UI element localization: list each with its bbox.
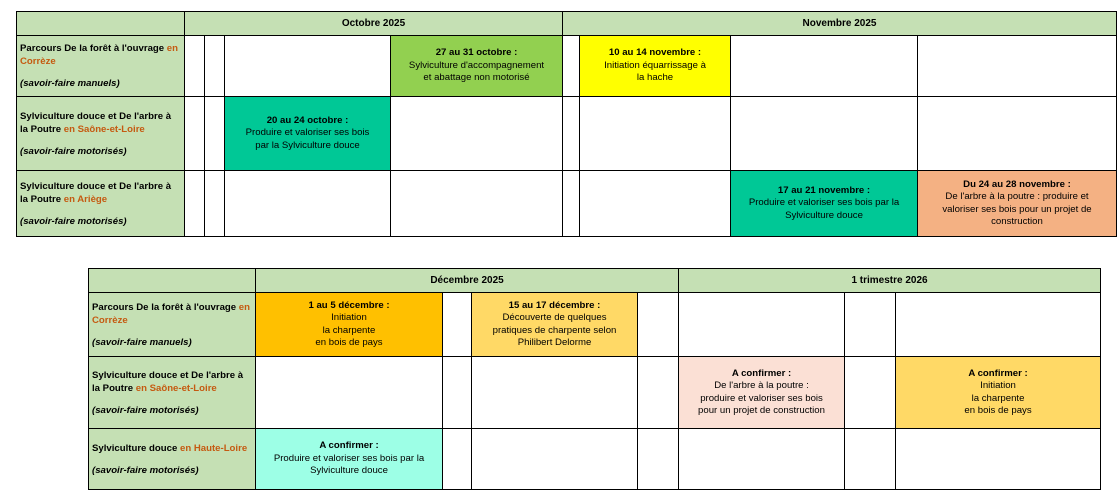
event-description: Sylviculture d'accompagnement et abattage non motorisé xyxy=(408,59,545,84)
empty-cell xyxy=(256,357,443,429)
empty-cell xyxy=(845,357,896,429)
course-location: en Ariège xyxy=(63,193,108,205)
empty-cell xyxy=(225,171,391,237)
event-nov-10-14 xyxy=(580,36,731,97)
empty-cell xyxy=(918,36,1117,97)
event-title: Du 24 au 28 novembre : xyxy=(963,178,1071,190)
empty-cell xyxy=(185,97,205,171)
empty-cell xyxy=(918,97,1117,171)
event-title: 10 au 14 novembre : xyxy=(608,47,702,59)
empty-cell xyxy=(679,293,845,357)
course-location: en Corrèze xyxy=(20,43,178,67)
event-oct-20-24 xyxy=(225,97,391,171)
empty-cell xyxy=(731,97,918,171)
empty-cell xyxy=(472,357,638,429)
skill-type: (savoir-faire motorisés) xyxy=(20,215,127,227)
empty-cell xyxy=(443,429,472,490)
event-title: A confirmer : xyxy=(731,367,792,379)
event-description: Découverte de quelques pratiques de charpente selon Philibert Delorme xyxy=(492,312,617,348)
empty-cell xyxy=(896,293,1101,357)
course-title: Parcours De la forêt à l'ouvrage xyxy=(92,301,237,313)
empty-cell xyxy=(580,171,731,237)
event-description: Produire et valoriser ses bois par la Sylviculture douce xyxy=(748,197,900,221)
event-title: 27 au 31 octobre : xyxy=(435,47,518,59)
event-title: 17 au 21 novembre : xyxy=(777,184,871,196)
row-label-correze xyxy=(17,36,185,97)
schedule-table-oct-nov-2025 xyxy=(16,11,1117,237)
empty-cell xyxy=(225,36,391,97)
empty-cell xyxy=(185,171,205,237)
empty-cell xyxy=(679,429,845,490)
empty-cell xyxy=(580,97,731,171)
event-title: 1 au 5 décembre : xyxy=(308,299,390,311)
event-oct-27-31 xyxy=(391,36,563,97)
header-corner-cell xyxy=(89,269,256,293)
course-location: en Saône-et-Loire xyxy=(63,123,145,135)
month-header-december-2025: Décembre 2025 xyxy=(256,269,679,293)
event-description: De l'arbre à la poutre : produire et valoriser ses bois pour un projet de construction xyxy=(698,380,825,416)
skill-type: (savoir-faire motorisés) xyxy=(92,464,199,476)
event-title: A confirmer : xyxy=(319,440,379,452)
empty-cell xyxy=(563,97,580,171)
event-q1-tbc-charpente xyxy=(896,357,1101,429)
empty-cell xyxy=(845,429,896,490)
empty-cell xyxy=(205,36,225,97)
empty-cell xyxy=(205,171,225,237)
empty-cell xyxy=(391,171,563,237)
empty-cell xyxy=(896,429,1101,490)
event-title: 15 au 17 décembre : xyxy=(508,299,601,311)
event-title: 20 au 24 octobre : xyxy=(266,114,349,126)
row-label-correze xyxy=(89,293,256,357)
skill-type: (savoir-faire manuels) xyxy=(20,78,120,89)
empty-cell xyxy=(731,36,918,97)
month-header-q1-2026: 1 trimestre 2026 xyxy=(679,269,1101,293)
event-description: Initiation la charpente en bois de pays xyxy=(964,380,1032,416)
month-header-november-2025: Novembre 2025 xyxy=(563,12,1117,36)
event-dec-1-5 xyxy=(256,293,443,357)
row-label-saone-et-loire xyxy=(89,357,256,429)
header-corner-cell xyxy=(17,12,185,36)
empty-cell xyxy=(638,293,679,357)
row-label-haute-loire xyxy=(89,429,256,490)
empty-cell xyxy=(443,293,472,357)
empty-cell xyxy=(205,97,225,171)
event-description: Produire et valoriser ses bois par la Sylviculture douce xyxy=(273,452,425,477)
course-title: Sylviculture douce et De l'arbre à la Poutre xyxy=(20,110,172,135)
event-description: Initiation équarrissage à la hache xyxy=(604,59,706,84)
event-nov-17-21 xyxy=(731,171,918,237)
empty-cell xyxy=(563,171,580,237)
course-location: en Corrèze xyxy=(92,301,250,326)
empty-cell xyxy=(845,293,896,357)
course-location: en Saône-et-Loire xyxy=(135,382,217,394)
event-q1-tbc-poutre xyxy=(679,357,845,429)
event-dec-15-17 xyxy=(472,293,638,357)
empty-cell xyxy=(443,357,472,429)
course-location: en Haute-Loire xyxy=(179,442,248,454)
event-nov-24-28 xyxy=(918,171,1117,237)
course-title: Sylviculture douce xyxy=(92,442,178,454)
event-description: De l'arbre à la poutre : produire et valoriser ses bois pour un projet de construction xyxy=(942,191,1092,227)
empty-cell xyxy=(185,36,205,97)
skill-type: (savoir-faire manuels) xyxy=(92,336,192,348)
course-title: Parcours De la forêt à l'ouvrage xyxy=(20,43,165,54)
event-q1-tbc-sylviculture xyxy=(256,429,443,490)
month-header-october-2025: Octobre 2025 xyxy=(185,12,563,36)
row-label-saone-et-loire xyxy=(17,97,185,171)
event-title: A confirmer : xyxy=(968,367,1028,379)
course-title: Sylviculture douce et De l'arbre à la Poutre xyxy=(20,180,172,205)
skill-type: (savoir-faire motorisés) xyxy=(20,145,127,157)
row-label-ariege xyxy=(17,171,185,237)
schedule-table-dec-2025-q1-2026 xyxy=(88,268,1101,490)
course-title: Sylviculture douce et De l'arbre à la Poutre xyxy=(92,369,244,394)
event-description: Produire et valoriser ses bois par la Sylviculture douce xyxy=(245,127,370,151)
skill-type: (savoir-faire motorisés) xyxy=(92,404,199,416)
empty-cell xyxy=(391,97,563,171)
event-description: Initiation la charpente en bois de pays xyxy=(315,312,383,348)
empty-cell xyxy=(638,357,679,429)
empty-cell xyxy=(563,36,580,97)
empty-cell xyxy=(472,429,638,490)
empty-cell xyxy=(638,429,679,490)
